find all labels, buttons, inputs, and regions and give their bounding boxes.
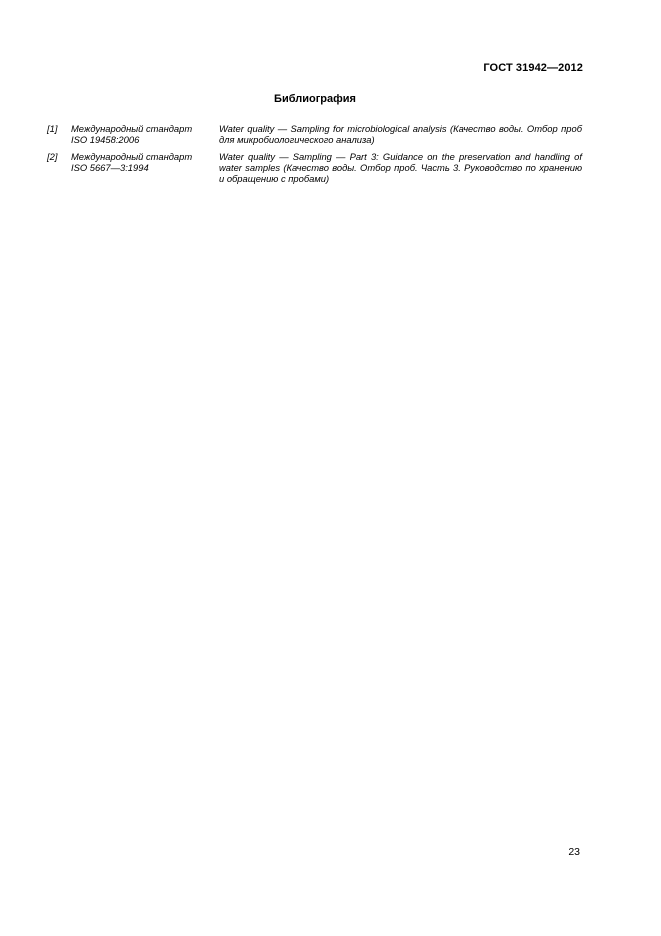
entry-title: Water quality — Sampling for microbiological analysis (Качество воды. Отбор проб для микробиологического анализа) xyxy=(219,123,582,146)
entry-standard-code: ISO 5667—3:1994 xyxy=(71,161,149,173)
bibliography-entry-1 xyxy=(47,123,582,146)
page-number: 23 xyxy=(568,846,580,858)
section-title: Библиография xyxy=(274,93,356,105)
document-code: ГОСТ 31942—2012 xyxy=(483,62,583,74)
entry-standard xyxy=(71,151,219,185)
entry-number: [2] xyxy=(47,150,58,162)
entry-title: Water quality — Sampling — Part 3: Guidance on the preservation and handling of water samples (Качество воды. Отбор проб. Часть 3. Руководство по хранению и обращению с пробами) xyxy=(219,150,582,185)
entry-standard-type: Международный стандарт xyxy=(71,150,193,162)
bibliography-entry-2 xyxy=(47,151,582,185)
entry-standard xyxy=(71,123,219,146)
bibliography-list xyxy=(47,123,582,189)
entry-number: [1] xyxy=(47,123,58,134)
entry-standard-type: Международный стандарт xyxy=(71,123,193,134)
entry-standard-code: ISO 19458:2006 xyxy=(71,134,140,146)
